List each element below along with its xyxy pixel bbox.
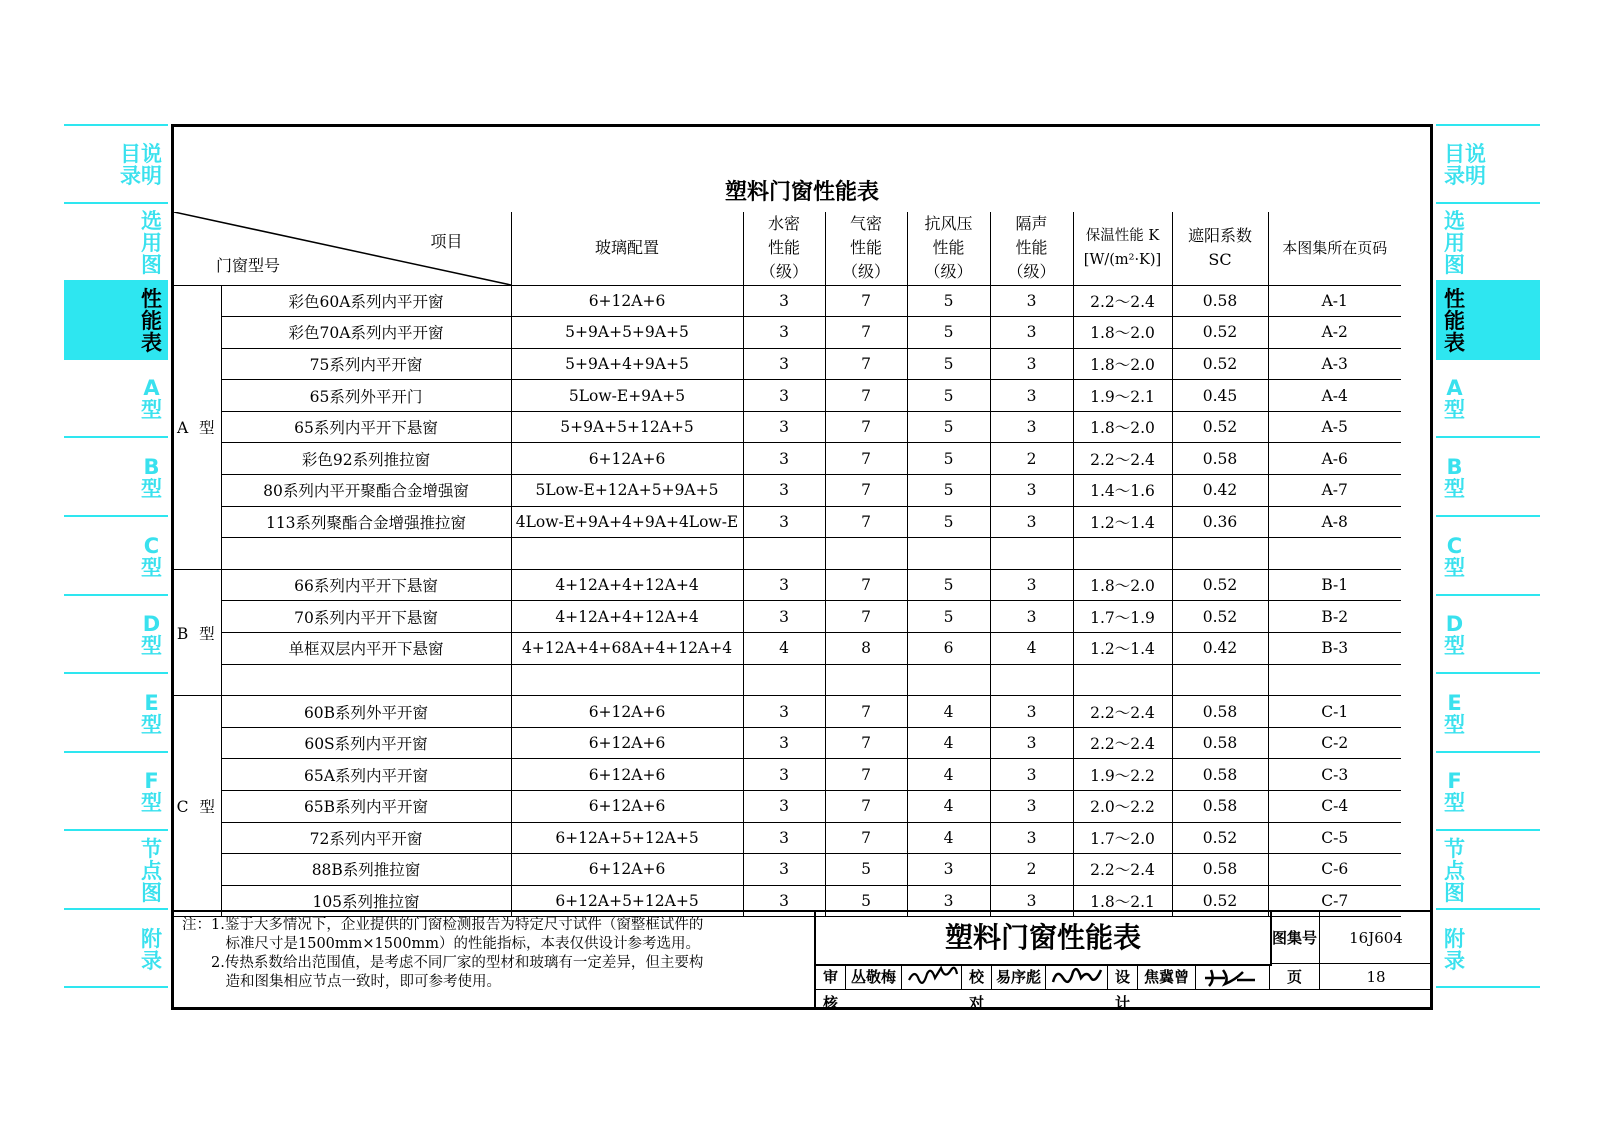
review-signature <box>902 964 962 990</box>
table-row <box>174 348 1401 380</box>
header-sound: 隔声 性能 （级） <box>990 212 1073 285</box>
cell-sound: 3 <box>990 506 1073 538</box>
side-tab-label: D 型 <box>141 612 162 658</box>
cell-name: 65A系列内平开窗 <box>221 759 511 791</box>
side-tab-label: 选 用 图 <box>1444 209 1465 277</box>
cell-page: C-7 <box>1268 885 1401 917</box>
table-row <box>174 854 1401 886</box>
cell-wind: 5 <box>907 475 990 507</box>
side-tab-label: 节 点 图 <box>1444 836 1465 905</box>
table-row <box>174 538 1401 570</box>
side-tab-label: B 型 <box>1444 454 1465 501</box>
cell-sc: 0.42 <box>1172 475 1268 507</box>
side-tab-label: F 型 <box>141 769 162 815</box>
side-tab-7[interactable] <box>1436 672 1540 751</box>
header-water: 水密 性能 （级） <box>743 212 825 285</box>
header-diagonal-cell <box>174 212 511 285</box>
cell-glass: 6+12A+6 <box>511 759 743 791</box>
table-row <box>174 411 1401 443</box>
side-tab-5[interactable] <box>1436 515 1540 594</box>
cell-sc: 0.58 <box>1172 285 1268 317</box>
side-tab-label: 性 能 表 <box>141 287 162 355</box>
cell-page: B-1 <box>1268 569 1401 601</box>
cell-k: 1.8～2.0 <box>1073 569 1172 601</box>
cell-water: 3 <box>743 411 825 443</box>
table-row <box>174 506 1401 538</box>
review-label: 审核 <box>816 964 846 990</box>
cell-sound <box>990 664 1073 696</box>
cell-air: 7 <box>825 411 907 443</box>
cell-sound: 3 <box>990 317 1073 349</box>
table-row <box>174 380 1401 412</box>
signature-design-icon <box>1197 964 1269 988</box>
cell-page <box>1268 664 1401 696</box>
cell-water: 3 <box>743 569 825 601</box>
cell-water: 3 <box>743 506 825 538</box>
cell-wind: 3 <box>907 885 990 917</box>
cell-sc: 0.58 <box>1172 791 1268 823</box>
header-item: 项目 <box>430 232 463 251</box>
cell-air: 7 <box>825 285 907 317</box>
group-label: C 型 <box>174 696 221 917</box>
table-row <box>174 822 1401 854</box>
note-line: 2.传热系数给出范围值，是考虑不同厂家的型材和玻璃有一定差异，但主要构 <box>182 955 704 971</box>
side-tab-7[interactable] <box>64 672 168 751</box>
atlas-label: 图集号 <box>1270 912 1320 964</box>
cell-wind: 4 <box>907 696 990 728</box>
design-signature <box>1196 964 1270 990</box>
cell-page: C-2 <box>1268 727 1401 759</box>
cell-glass: 6+12A+6 <box>511 727 743 759</box>
cell-water: 4 <box>743 633 825 665</box>
cell-air: 5 <box>825 885 907 917</box>
note-line: 造和图集相应节点一致时，即可参考使用。 <box>182 974 501 990</box>
footer <box>174 910 1430 1012</box>
table-row <box>174 475 1401 507</box>
cell-air: 7 <box>825 475 907 507</box>
table-row <box>174 317 1401 349</box>
table-row <box>174 633 1401 665</box>
cell-sound: 3 <box>990 822 1073 854</box>
cell-glass: 6+12A+6 <box>511 854 743 886</box>
table-body <box>174 285 1401 917</box>
cell-water: 3 <box>743 759 825 791</box>
cell-sc: 0.58 <box>1172 443 1268 475</box>
table-row <box>174 601 1401 633</box>
cell-glass: 6+12A+6 <box>511 791 743 823</box>
cell-wind: 6 <box>907 633 990 665</box>
cell-sound: 2 <box>990 854 1073 886</box>
side-tab-label: E 型 <box>1444 690 1465 737</box>
cell-name: 65B系列内平开窗 <box>221 791 511 823</box>
cell-glass: 5+9A+5+12A+5 <box>511 411 743 443</box>
cell-glass <box>511 538 743 570</box>
cell-k: 2.2～2.4 <box>1073 854 1172 886</box>
cell-air: 7 <box>825 380 907 412</box>
cell-sc: 0.58 <box>1172 696 1268 728</box>
cell-air <box>825 664 907 696</box>
cell-air: 7 <box>825 348 907 380</box>
cell-name: 70系列内平开下悬窗 <box>221 601 511 633</box>
side-tab-5[interactable] <box>64 515 168 594</box>
cell-page <box>1268 538 1401 570</box>
cell-k: 2.2～2.4 <box>1073 696 1172 728</box>
cell-sound: 3 <box>990 885 1073 917</box>
cell-name: 60S系列内平开窗 <box>221 727 511 759</box>
cell-sc: 0.45 <box>1172 380 1268 412</box>
cell-wind: 5 <box>907 348 990 380</box>
cell-glass: 6+12A+5+12A+5 <box>511 822 743 854</box>
cell-name: 彩色92系列推拉窗 <box>221 443 511 475</box>
cell-sc: 0.58 <box>1172 854 1268 886</box>
cell-glass: 4+12A+4+12A+4 <box>511 601 743 633</box>
table-row <box>174 759 1401 791</box>
cell-sound: 3 <box>990 759 1073 791</box>
signature-review-icon <box>903 964 961 988</box>
cell-k: 2.2～2.4 <box>1073 285 1172 317</box>
cell-wind: 5 <box>907 411 990 443</box>
cell-sound: 3 <box>990 285 1073 317</box>
cell-k: 1.7～2.0 <box>1073 822 1172 854</box>
cell-glass: 5Low-E+9A+5 <box>511 380 743 412</box>
side-tab-4[interactable] <box>64 436 168 515</box>
side-tab-1[interactable] <box>1436 202 1540 280</box>
cell-k: 1.9～2.2 <box>1073 759 1172 791</box>
cell-water: 3 <box>743 601 825 633</box>
cell-k: 1.8～2.0 <box>1073 348 1172 380</box>
cell-page: A-5 <box>1268 411 1401 443</box>
cell-sound: 3 <box>990 380 1073 412</box>
side-tab-10[interactable] <box>64 908 168 988</box>
cell-page: B-3 <box>1268 633 1401 665</box>
cell-k: 1.9～2.1 <box>1073 380 1172 412</box>
cell-page: C-6 <box>1268 854 1401 886</box>
cell-water: 3 <box>743 475 825 507</box>
cell-name <box>221 538 511 570</box>
notes <box>182 916 802 992</box>
header-model: 门窗型号 <box>216 256 281 275</box>
side-tab-label: A 型 <box>141 376 162 422</box>
side-tab-10[interactable] <box>1436 908 1540 988</box>
cell-sc: 0.52 <box>1172 317 1268 349</box>
side-tab-label: 性 能 表 <box>1444 287 1465 355</box>
side-tab-label: 目说 录明 <box>1444 142 1486 188</box>
table-row <box>174 696 1401 728</box>
cell-glass: 4+12A+4+68A+4+12A+4 <box>511 633 743 665</box>
side-tab-0[interactable] <box>64 124 168 202</box>
cell-air: 7 <box>825 791 907 823</box>
side-tab-label: F 型 <box>1444 769 1465 815</box>
cell-wind: 5 <box>907 506 990 538</box>
cell-page: C-1 <box>1268 696 1401 728</box>
cell-glass: 5Low-E+12A+5+9A+5 <box>511 475 743 507</box>
cell-name: 单框双层内平开下悬窗 <box>221 633 511 665</box>
side-tab-label: 选 用 图 <box>141 209 162 277</box>
cell-name: 72系列内平开窗 <box>221 822 511 854</box>
side-tab-label: B 型 <box>141 454 162 501</box>
table-row <box>174 664 1401 696</box>
cell-sound <box>990 538 1073 570</box>
cell-k: 1.4～1.6 <box>1073 475 1172 507</box>
cell-k: 1.8～2.1 <box>1073 885 1172 917</box>
cell-wind: 5 <box>907 317 990 349</box>
cell-air: 7 <box>825 822 907 854</box>
cell-wind: 5 <box>907 601 990 633</box>
side-tab-label: 附 录 <box>141 927 162 973</box>
cell-air: 7 <box>825 317 907 349</box>
cell-sc: 0.52 <box>1172 348 1268 380</box>
cell-air: 7 <box>825 443 907 475</box>
cell-k: 1.8～2.0 <box>1073 317 1172 349</box>
table-header-row <box>174 212 1401 285</box>
cell-k: 2.2～2.4 <box>1073 443 1172 475</box>
cell-k: 2.2～2.4 <box>1073 727 1172 759</box>
cell-page: C-5 <box>1268 822 1401 854</box>
cell-air: 7 <box>825 727 907 759</box>
cell-name: 60B系列外平开窗 <box>221 696 511 728</box>
cell-sc: 0.36 <box>1172 506 1268 538</box>
cell-water: 3 <box>743 348 825 380</box>
check-signature <box>1046 964 1108 990</box>
cell-air: 7 <box>825 601 907 633</box>
cell-sc: 0.52 <box>1172 885 1268 917</box>
cell-page: B-2 <box>1268 601 1401 633</box>
cell-name: 88B系列推拉窗 <box>221 854 511 886</box>
cell-air: 7 <box>825 759 907 791</box>
design-name: 焦冀曾 <box>1138 964 1196 990</box>
side-tab-4[interactable] <box>1436 436 1540 515</box>
header-page: 本图集所在页码 <box>1268 212 1401 285</box>
cell-page: A-8 <box>1268 506 1401 538</box>
table-row <box>174 285 1401 317</box>
cell-name: 75系列内平开窗 <box>221 348 511 380</box>
cell-wind: 3 <box>907 854 990 886</box>
cell-k: 1.2～1.4 <box>1073 506 1172 538</box>
cell-k: 1.7～1.9 <box>1073 601 1172 633</box>
cell-wind: 4 <box>907 822 990 854</box>
cell-water: 3 <box>743 285 825 317</box>
cell-water: 3 <box>743 317 825 349</box>
cell-page: A-1 <box>1268 285 1401 317</box>
review-name: 丛敬梅 <box>846 964 902 990</box>
cell-glass: 6+12A+5+12A+5 <box>511 885 743 917</box>
cell-sc: 0.52 <box>1172 822 1268 854</box>
cell-name: 113系列聚酯合金增强推拉窗 <box>221 506 511 538</box>
title-block <box>814 912 1432 1012</box>
page-label: 页 <box>1270 964 1320 990</box>
cell-sc: 0.58 <box>1172 759 1268 791</box>
cell-name: 彩色70A系列内平开窗 <box>221 317 511 349</box>
cell-water: 3 <box>743 727 825 759</box>
cell-sc: 0.52 <box>1172 411 1268 443</box>
side-tab-label: C 型 <box>141 533 162 580</box>
header-wind: 抗风压 性能 （级） <box>907 212 990 285</box>
page-number: 18 <box>1320 964 1432 990</box>
cell-page: C-3 <box>1268 759 1401 791</box>
side-tab-label: 附 录 <box>1444 927 1465 973</box>
header-air: 气密 性能 （级） <box>825 212 907 285</box>
table-row <box>174 727 1401 759</box>
performance-table <box>174 212 1401 917</box>
cell-glass: 5+9A+5+9A+5 <box>511 317 743 349</box>
cell-water: 3 <box>743 791 825 823</box>
cell-name: 彩色60A系列内平开窗 <box>221 285 511 317</box>
cell-sound: 3 <box>990 411 1073 443</box>
note-line: 注：1.鉴于大多情况下，企业提供的门窗检测报告为特定尺寸试件（窗整框试件的 <box>182 917 704 933</box>
cell-water: 3 <box>743 696 825 728</box>
cell-sc <box>1172 664 1268 696</box>
cell-water: 3 <box>743 854 825 886</box>
header-thermal: 保温性能 K [W/(m²·K)] <box>1073 212 1172 285</box>
cell-page: A-6 <box>1268 443 1401 475</box>
drawing-frame <box>171 124 1433 1010</box>
cell-glass: 6+12A+6 <box>511 696 743 728</box>
cell-glass: 5+9A+4+9A+5 <box>511 348 743 380</box>
cell-wind: 4 <box>907 759 990 791</box>
cell-k: 1.8～2.0 <box>1073 411 1172 443</box>
cell-k: 1.2～1.4 <box>1073 633 1172 665</box>
check-label: 校对 <box>962 964 992 990</box>
cell-glass: 6+12A+6 <box>511 443 743 475</box>
page-title: 塑料门窗性能表 <box>724 180 879 205</box>
cell-wind: 5 <box>907 380 990 412</box>
group-label: B 型 <box>174 569 221 695</box>
cell-sc: 0.52 <box>1172 569 1268 601</box>
side-tab-label: 目说 录明 <box>120 142 162 188</box>
cell-page: A-4 <box>1268 380 1401 412</box>
cell-name: 65系列外平开门 <box>221 380 511 412</box>
cell-name: 65系列内平开下悬窗 <box>221 411 511 443</box>
side-tab-label: D 型 <box>1444 612 1465 658</box>
cell-page: A-7 <box>1268 475 1401 507</box>
cell-wind <box>907 538 990 570</box>
cell-name: 66系列内平开下悬窗 <box>221 569 511 601</box>
cell-k: 2.0～2.2 <box>1073 791 1172 823</box>
header-shade: 遮阳系数 SC <box>1172 212 1268 285</box>
cell-water: 3 <box>743 443 825 475</box>
cell-sound: 3 <box>990 727 1073 759</box>
table-row <box>174 443 1401 475</box>
cell-sound: 3 <box>990 601 1073 633</box>
cell-water: 3 <box>743 885 825 917</box>
side-tab-2[interactable] <box>64 280 168 358</box>
cell-air: 7 <box>825 569 907 601</box>
note-line: 标准尺寸是1500mm×1500mm）的性能指标，本表仅供设计参考选用。 <box>182 936 700 952</box>
design-label: 设计 <box>1108 964 1138 990</box>
header-glass: 玻璃配置 <box>511 212 743 285</box>
cell-sc <box>1172 538 1268 570</box>
group-label: A 型 <box>174 285 221 569</box>
side-tab-0[interactable] <box>1436 124 1540 202</box>
table-row <box>174 569 1401 601</box>
cell-k <box>1073 538 1172 570</box>
side-tab-6[interactable] <box>1436 594 1540 672</box>
cell-page: A-2 <box>1268 317 1401 349</box>
cell-sc: 0.58 <box>1172 727 1268 759</box>
cell-air: 8 <box>825 633 907 665</box>
cell-glass <box>511 664 743 696</box>
cell-water: 3 <box>743 822 825 854</box>
cell-air: 7 <box>825 506 907 538</box>
cell-wind <box>907 664 990 696</box>
cell-sound: 2 <box>990 443 1073 475</box>
side-tab-label: E 型 <box>141 690 162 737</box>
side-tab-label: 节 点 图 <box>141 836 162 905</box>
cell-water: 3 <box>743 380 825 412</box>
cell-glass: 4Low-E+9A+4+9A+4Low-E <box>511 506 743 538</box>
side-tab-2[interactable] <box>1436 280 1540 358</box>
signature-check-icon <box>1047 964 1107 988</box>
cell-wind: 4 <box>907 791 990 823</box>
cell-sc: 0.42 <box>1172 633 1268 665</box>
cell-sound: 4 <box>990 633 1073 665</box>
side-tab-label: C 型 <box>1444 533 1465 580</box>
cell-page: A-3 <box>1268 348 1401 380</box>
table-row <box>174 791 1401 823</box>
side-tab-9[interactable] <box>1436 829 1540 908</box>
cell-k <box>1073 664 1172 696</box>
side-tab-6[interactable] <box>64 594 168 672</box>
side-tab-3[interactable] <box>64 358 168 436</box>
cell-air: 5 <box>825 854 907 886</box>
cell-air: 7 <box>825 696 907 728</box>
cell-name: 80系列内平开聚酯合金增强窗 <box>221 475 511 507</box>
cell-glass: 4+12A+4+12A+4 <box>511 569 743 601</box>
side-tab-1[interactable] <box>64 202 168 280</box>
side-tab-9[interactable] <box>64 829 168 908</box>
cell-sound: 3 <box>990 348 1073 380</box>
cell-page: C-4 <box>1268 791 1401 823</box>
cell-wind: 5 <box>907 569 990 601</box>
cell-wind: 4 <box>907 727 990 759</box>
cell-air <box>825 538 907 570</box>
cell-name: 105系列推拉窗 <box>221 885 511 917</box>
side-tab-3[interactable] <box>1436 358 1540 436</box>
cell-name <box>221 664 511 696</box>
cell-wind: 5 <box>907 443 990 475</box>
cell-water <box>743 538 825 570</box>
atlas-number: 16J604 <box>1320 912 1432 964</box>
cell-wind: 5 <box>907 285 990 317</box>
check-name: 易序彪 <box>992 964 1046 990</box>
side-tab-8[interactable] <box>64 751 168 829</box>
cell-sound: 3 <box>990 569 1073 601</box>
side-tab-8[interactable] <box>1436 751 1540 829</box>
side-tab-label: A 型 <box>1444 376 1465 422</box>
cell-sound: 3 <box>990 696 1073 728</box>
title-block-title: 塑料门窗性能表 <box>816 912 1272 966</box>
cell-sound: 3 <box>990 475 1073 507</box>
cell-sc: 0.52 <box>1172 601 1268 633</box>
cell-water <box>743 664 825 696</box>
cell-sound: 3 <box>990 791 1073 823</box>
cell-glass: 6+12A+6 <box>511 285 743 317</box>
